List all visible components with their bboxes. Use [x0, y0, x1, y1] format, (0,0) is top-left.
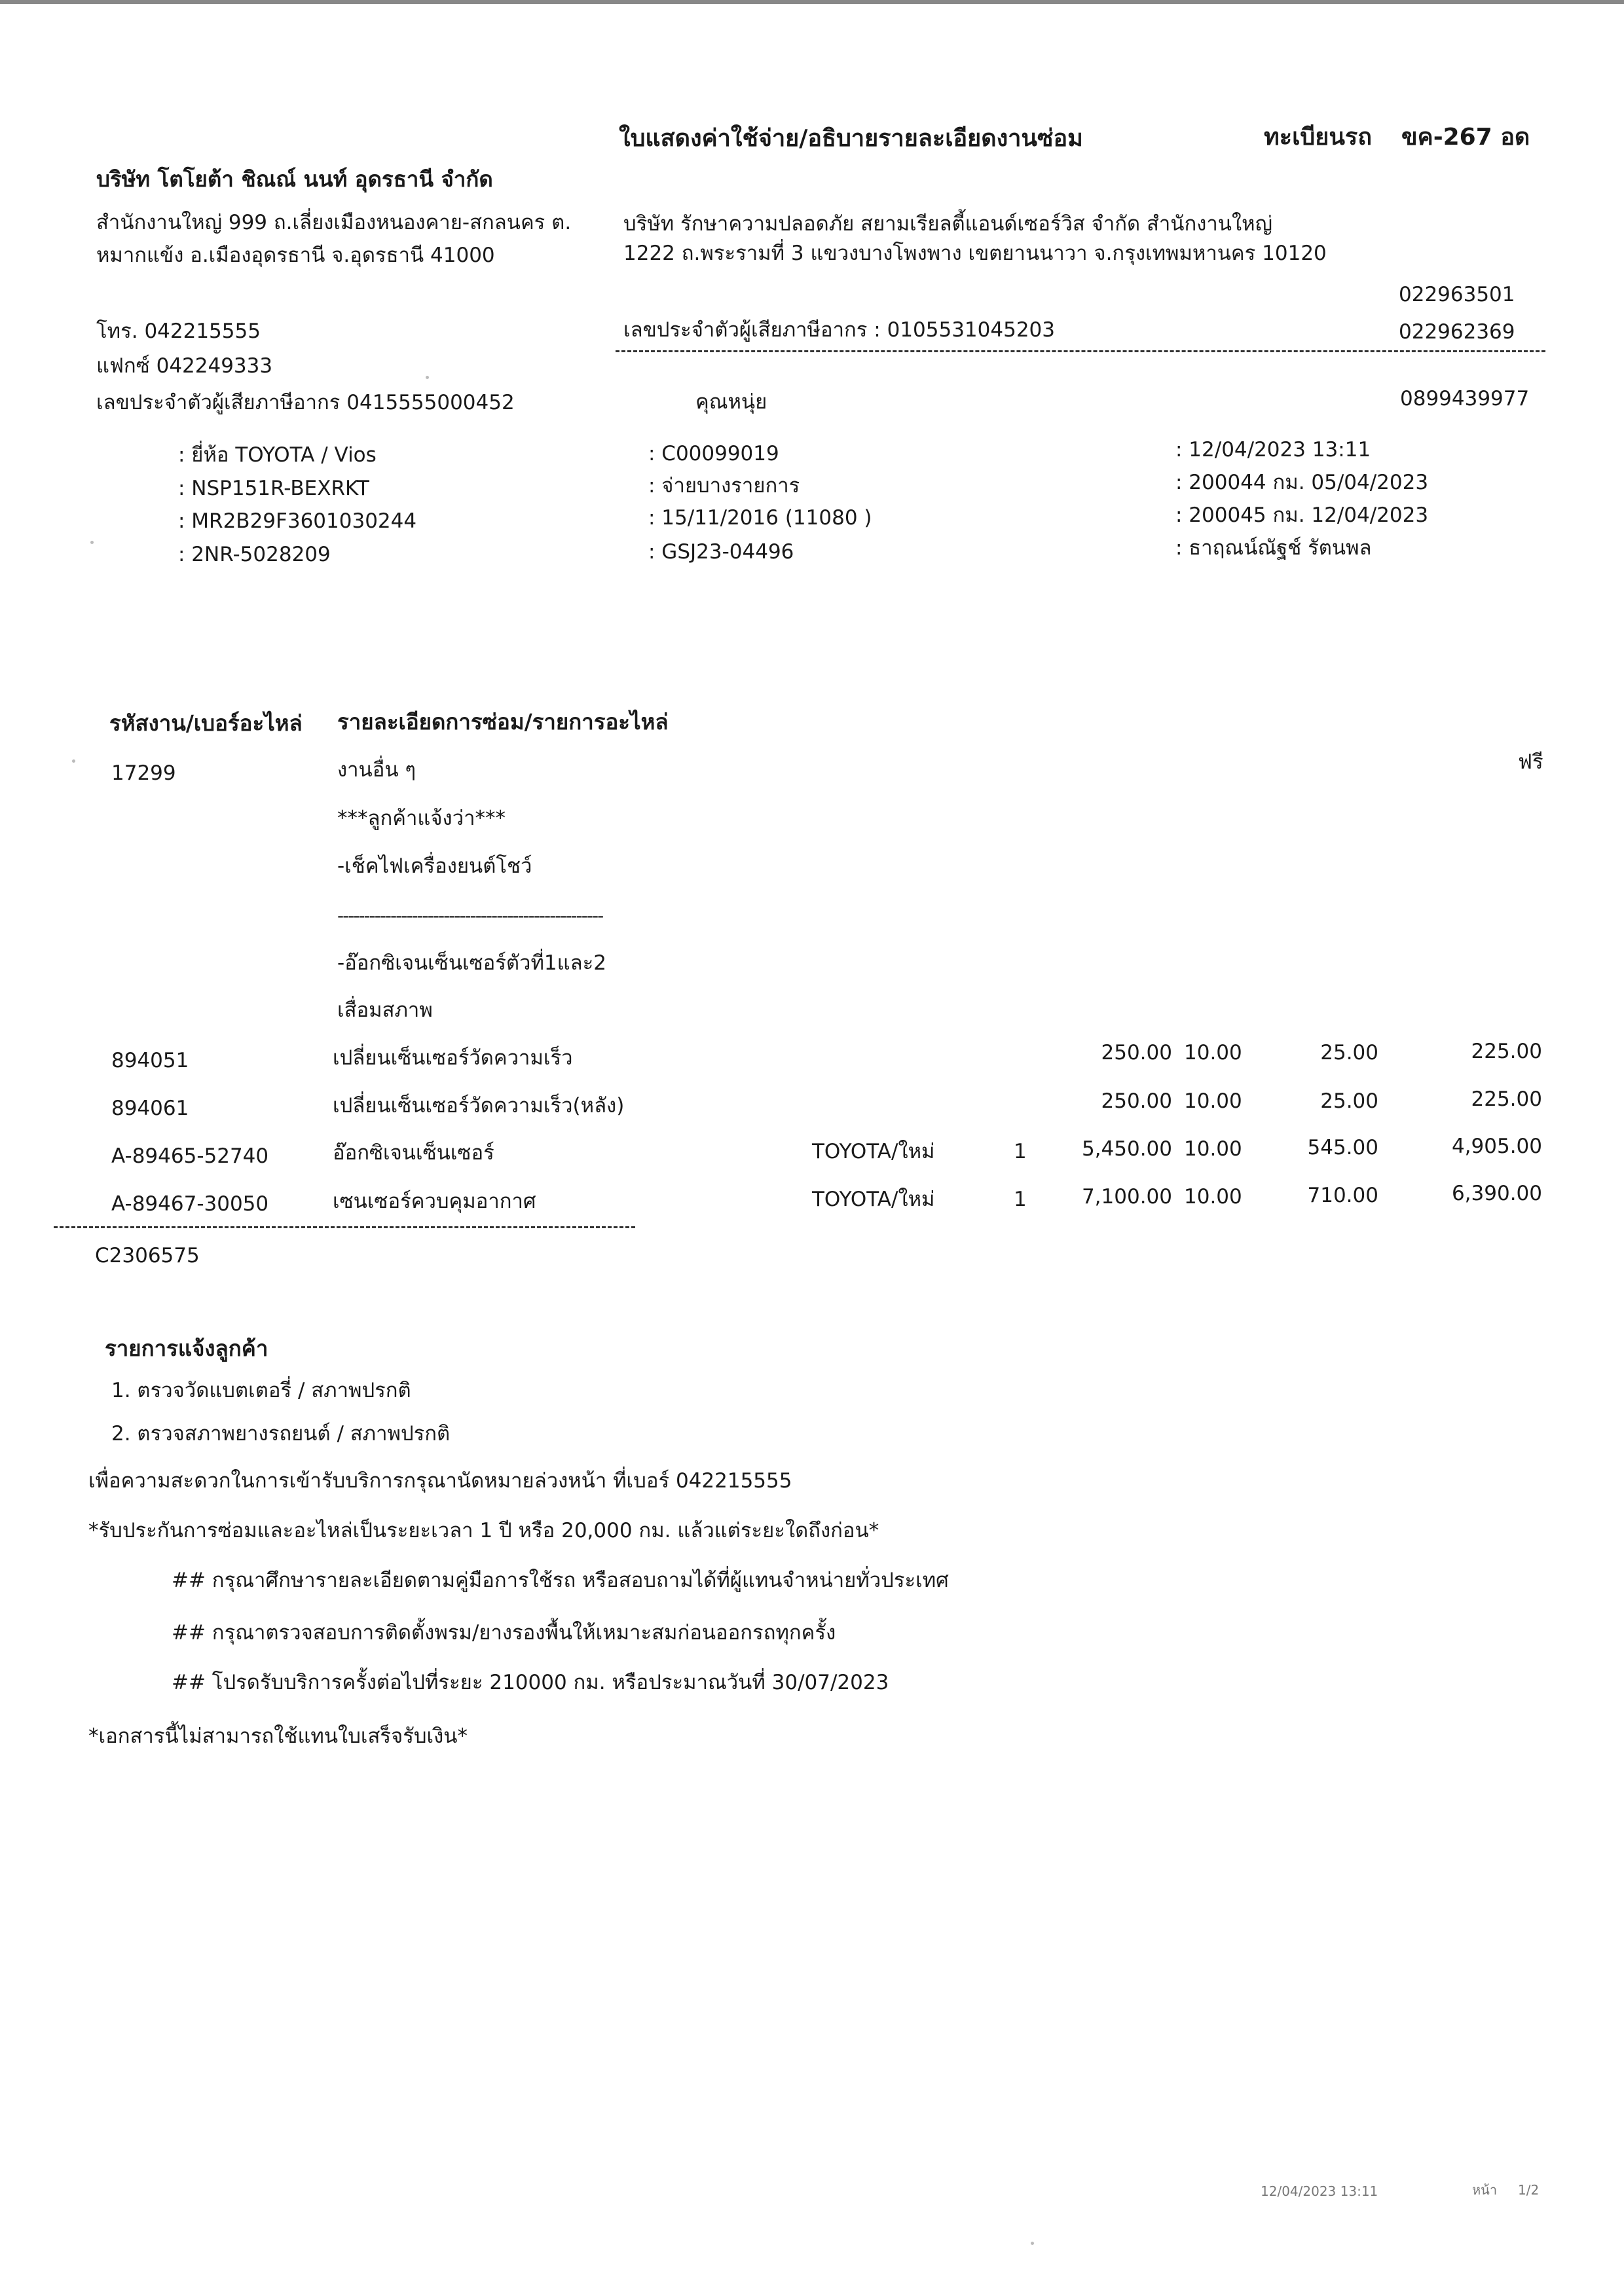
- scan-speck: [90, 541, 94, 544]
- header-divider: [616, 350, 1545, 352]
- row-discount: 710.00: [1307, 1184, 1378, 1207]
- job-free-label: ฟรี: [1518, 750, 1543, 774]
- notice-item: 1. ตรวจวัดแบตเตอรี่ / สภาพปรกติ: [111, 1379, 411, 1402]
- vehicle-engine-no: : 2NR-5028209: [178, 543, 331, 566]
- insurer-phone1: 022963501: [1399, 283, 1515, 306]
- note-separator: --------------------------------------------------: [337, 905, 603, 926]
- print-timestamp: 12/04/2023 13:11: [1261, 2183, 1378, 2199]
- table-header-description: รายละเอียดการซ่อม/รายการอะไหล่: [337, 709, 669, 735]
- job-customer-code: : C00099019: [648, 442, 779, 465]
- insurer-name: บริษัท รักษาความปลอดภัย สยามเรียลตี้แอนด์เซอร์วิส จำกัด สำนักงานใหญ่: [623, 212, 1272, 236]
- table-bottom-divider: [54, 1226, 635, 1228]
- customer-name: คุณหนุ่ย: [695, 390, 767, 414]
- service-mileage-now: : 200045 กม. 12/04/2023: [1175, 503, 1429, 527]
- row-amount: 6,390.00: [1451, 1182, 1542, 1205]
- note-line: -เช็คไฟเครื่องยนต์โชว์: [337, 854, 532, 878]
- advice-note: ## โปรดรับบริการครั้งต่อไปที่ระยะ 210000 กม. หรือประมาณวันที่ 30/07/2023: [172, 1671, 889, 1694]
- insurer-phone2: 022962369: [1399, 320, 1515, 344]
- job-delivery: : 15/11/2016 (11080 ): [648, 506, 872, 530]
- job-description: งานอื่น ๆ: [337, 758, 416, 782]
- row-description: เซนเซอร์ควบคุมอากาศ: [333, 1190, 536, 1213]
- job-number: : GSJ23-04496: [648, 540, 794, 564]
- row-amount: 225.00: [1471, 1040, 1542, 1063]
- dealer-address-line1: สำนักงานใหญ่ 999 ถ.เลี่ยงเมืองหนองคาย-สกลนคร ต.: [96, 211, 572, 234]
- row-amount: 225.00: [1471, 1087, 1542, 1111]
- service-mileage-prev: : 200044 กม. 05/04/2023: [1175, 471, 1429, 494]
- warranty-note: *รับประกันการซ่อมและอะไหล่เป็นระยะเวลา 1 ปี หรือ 20,000 กม. แล้วแต่ระยะใดถึงก่อน*: [88, 1519, 879, 1542]
- insurer-address: 1222 ถ.พระรามที่ 3 แขวงบางโพงพาง เขตยานนาวา จ.กรุงเทพมหานคร 10120: [623, 242, 1327, 265]
- service-datetime: : 12/04/2023 13:11: [1175, 438, 1371, 462]
- table-header-code: รหัสงาน/เบอร์อะไหล่: [109, 710, 303, 736]
- dealer-fax: แฟกซ์ 042249333: [96, 354, 273, 378]
- scan-speck: [72, 759, 75, 763]
- plate-label: ทะเบียนรถ: [1264, 124, 1373, 151]
- scan-speck: [1031, 2242, 1034, 2245]
- document-title: ใบแสดงค่าใช้จ่าย/อธิบายรายละเอียดงานซ่อม: [619, 125, 1083, 152]
- job-code: 17299: [111, 761, 176, 785]
- dealer-address-line2: หมากแข้ง อ.เมืองอุดรธานี จ.อุดรธานี 41000: [96, 244, 495, 267]
- table-footer-code: C2306575: [95, 1244, 200, 1267]
- notices-heading: รายการแจ้งลูกค้า: [105, 1336, 268, 1361]
- vehicle-brand-model: : ยี่ห้อ TOYOTA / Vios: [178, 443, 377, 467]
- advice-note: ## กรุณาตรวจสอบการติดตั้งพรม/ยางรองพื้นให้เหมาะสมก่อนออกรถทุกครั้ง: [172, 1621, 836, 1645]
- row-price: 7,100.00: [1081, 1185, 1172, 1209]
- scan-speck: [426, 376, 429, 379]
- row-discount-percent: 10.00: [1184, 1041, 1242, 1065]
- row-qty: 1: [1014, 1188, 1027, 1211]
- row-discount: 25.00: [1320, 1089, 1378, 1113]
- appointment-note: เพื่อความสะดวกในการเข้ารับบริการกรุณานัดหมายล่วงหน้า ที่เบอร์ 042215555: [88, 1469, 792, 1493]
- vehicle-vin: : MR2B29F3601030244: [178, 509, 417, 533]
- row-price: 5,450.00: [1081, 1137, 1172, 1161]
- note-line: เสื่อมสภาพ: [337, 998, 433, 1022]
- notice-item: 2. ตรวจสภาพยางรถยนต์ / สภาพปรกติ: [111, 1422, 451, 1446]
- customer-phone: 0899439977: [1400, 387, 1530, 410]
- page-top-edge: [0, 0, 1624, 4]
- row-code: 894051: [111, 1049, 189, 1072]
- dealer-name: บริษัท โตโยต้า ชิณณ์ นนท์ อุดรธานี จำกัด: [96, 166, 493, 192]
- job-payment: : จ่ายบางรายการ: [648, 474, 800, 498]
- row-code: 894061: [111, 1097, 189, 1120]
- page-label: หน้า: [1472, 2182, 1498, 2198]
- row-description: เปลี่ยนเซ็นเซอร์วัดความเร็ว(หลัง): [333, 1094, 625, 1118]
- dealer-phone: โทร. 042215555: [96, 319, 261, 343]
- row-brand: TOYOTA/ใหม่: [812, 1188, 935, 1211]
- row-code: A-89467-30050: [111, 1192, 269, 1216]
- row-qty: 1: [1014, 1140, 1027, 1163]
- row-description: เปลี่ยนเซ็นเซอร์วัดความเร็ว: [333, 1046, 573, 1070]
- row-description: อ๊อกซิเจนเซ็นเซอร์: [333, 1141, 494, 1165]
- insurer-tax-id: เลขประจำตัวผู้เสียภาษีอากร : 0105531045203: [623, 318, 1055, 342]
- row-discount-percent: 10.00: [1184, 1185, 1242, 1209]
- row-price: 250.00: [1101, 1041, 1172, 1065]
- vehicle-model-code: : NSP151R-BEXRKT: [178, 477, 369, 500]
- plate-value: ขค-267 อด: [1401, 124, 1530, 151]
- advice-note: ## กรุณาศึกษารายละเอียดตามคู่มือการใช้รถ หรือสอบถามได้ที่ผู้แทนจำหน่ายทั่วประเทศ: [172, 1569, 949, 1592]
- row-code: A-89465-52740: [111, 1144, 269, 1168]
- row-discount-percent: 10.00: [1184, 1089, 1242, 1113]
- dealer-tax-id: เลขประจำตัวผู้เสียภาษีอากร 0415555000452: [96, 391, 515, 414]
- row-price: 250.00: [1101, 1089, 1172, 1113]
- note-line: ***ลูกค้าแจ้งว่า***: [337, 807, 506, 830]
- row-discount-percent: 10.00: [1184, 1137, 1242, 1161]
- disclaimer: *เอกสารนี้ไม่สามารถใช้แทนใบเสร็จรับเงิน*: [88, 1724, 468, 1748]
- note-line: -อ๊อกซิเจนเซ็นเซอร์ตัวที่1และ2: [337, 951, 606, 975]
- row-brand: TOYOTA/ใหม่: [812, 1140, 935, 1163]
- row-amount: 4,905.00: [1451, 1135, 1542, 1158]
- service-advisor: : ธาฤณน์ณัฐช์ รัตนพล: [1175, 536, 1372, 560]
- row-discount: 25.00: [1320, 1041, 1378, 1065]
- page-number: 1/2: [1518, 2182, 1540, 2198]
- row-discount: 545.00: [1307, 1136, 1378, 1159]
